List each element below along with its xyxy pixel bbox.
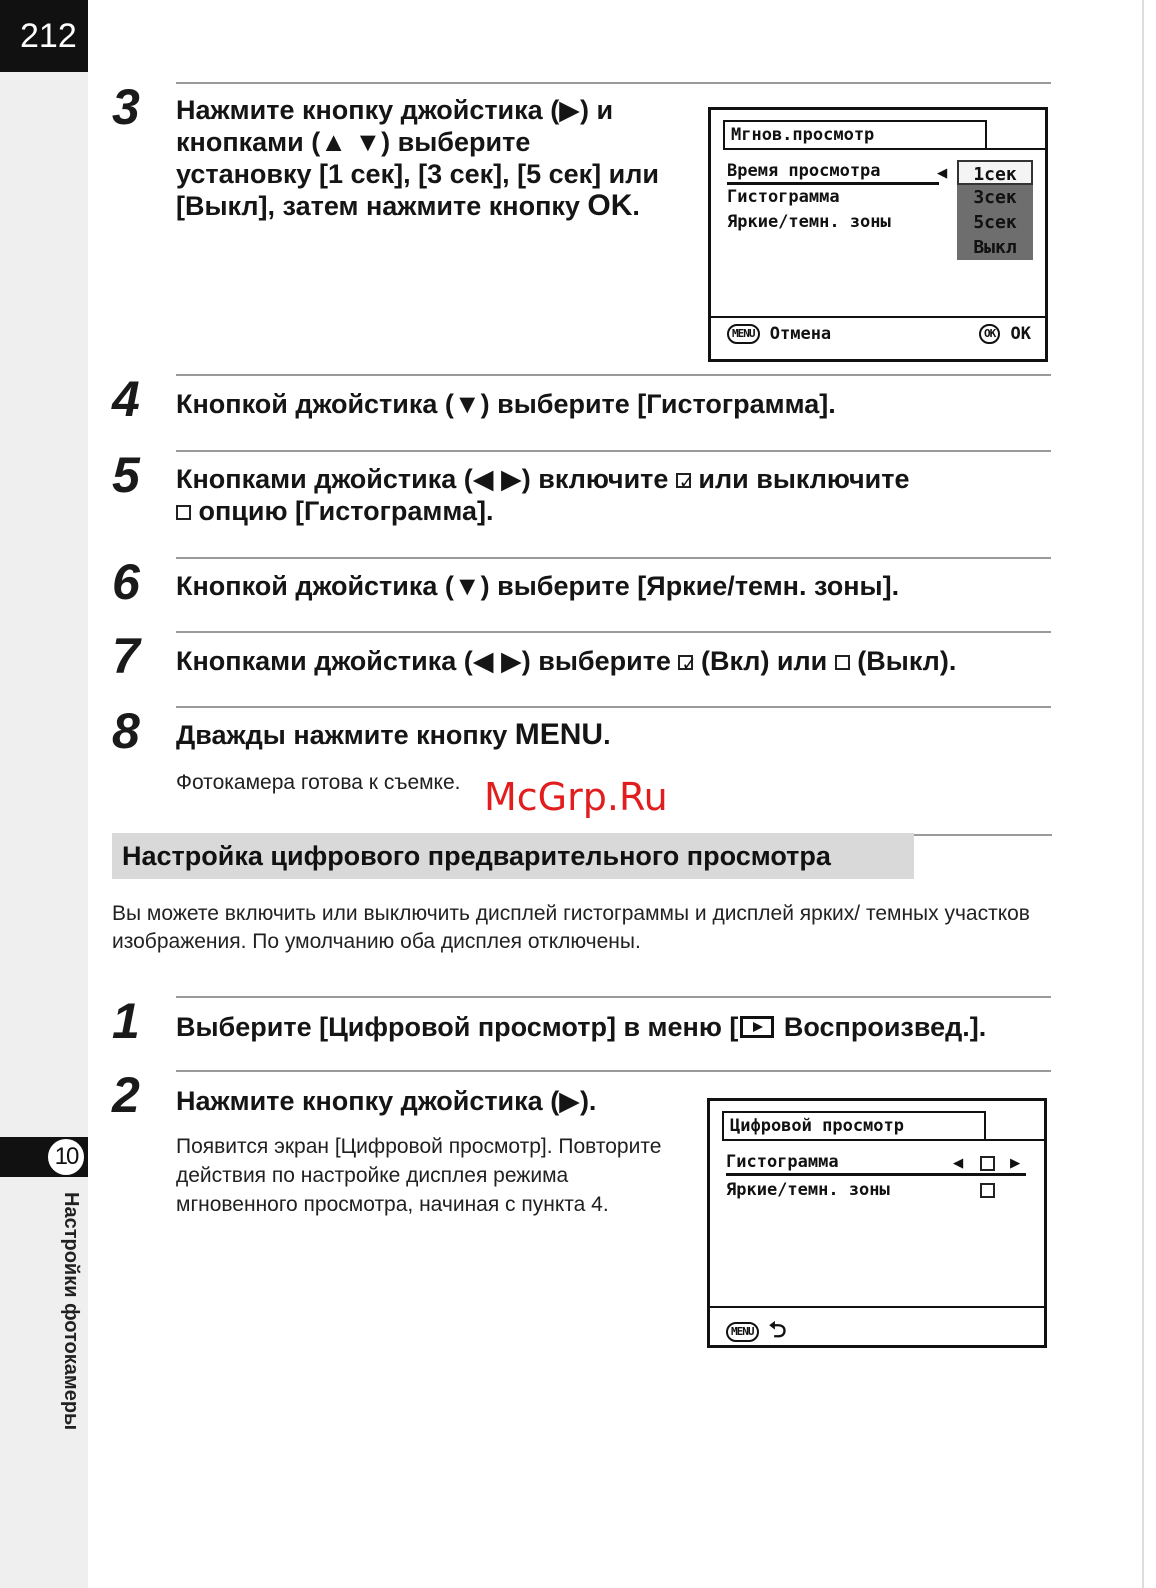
menu-label: MENU <box>514 718 604 751</box>
step-number: 5 <box>112 447 138 503</box>
menu-row-display-time[interactable]: Время просмотра <box>727 160 939 185</box>
option-5sec[interactable]: 5сек <box>973 212 1017 233</box>
page-edge <box>1142 0 1156 1588</box>
screen-tab-line <box>723 148 1045 150</box>
checked-box-icon <box>678 655 693 670</box>
section-title: Настройка цифрового предварительного просмотра <box>122 841 831 871</box>
divider <box>176 706 1051 708</box>
step-6-text: Кнопкой джойстика (▼) выберите [Яркие/темн. зоны]. <box>176 571 900 601</box>
screen-footer-line <box>710 1306 1044 1308</box>
left-arrow-icon: ◀ <box>953 1153 964 1173</box>
step-7-text: Кнопками джойстика (◀ ▶) выберите ✓ (Вкл) или (Выкл). <box>176 645 956 677</box>
right-arrow-icon: ▶ <box>1010 1153 1021 1173</box>
step-2-text: Нажмите кнопку джойстика (▶). <box>176 1086 597 1116</box>
step-number: 7 <box>112 628 138 684</box>
divider <box>176 82 1051 84</box>
step-3-text: Нажмите кнопку джойстика (▶) и кнопками (▲ ▼) выберите установку [1 сек], [3 сек], [5 сек] или [Выкл], затем нажмите кнопку OK. <box>176 95 660 222</box>
ok-button-icon: OK <box>979 324 1000 344</box>
screen-footer-line <box>711 316 1045 318</box>
step-number: 1 <box>112 993 138 1049</box>
ok-label: OK <box>587 189 633 222</box>
divider <box>176 374 1051 376</box>
step-2-subtext: Появится экран [Цифровой просмотр]. Повторите действия по настройке дисплея режима мгновенного просмотра, начиная с пункта 4. <box>176 1135 662 1216</box>
cancel-hint: MENU Отмена <box>727 324 831 344</box>
step-number: 8 <box>112 703 138 759</box>
step-number: 4 <box>112 371 138 427</box>
step-number: 6 <box>112 554 138 610</box>
step-number: 2 <box>112 1067 138 1123</box>
divider <box>904 834 1052 836</box>
chapter-number: 10 <box>46 1137 86 1177</box>
option-1sec[interactable]: 1сек <box>957 160 1033 185</box>
step-8-subtext: Фотокамера готова к съемке. <box>176 771 461 794</box>
left-arrow-icon: ◀ <box>937 163 948 183</box>
options-dropdown[interactable] <box>957 160 1033 260</box>
chapter-title: Настройки фотокамеры <box>60 1192 82 1431</box>
step-8-text: Дважды нажмите кнопку MENU. <box>176 718 611 751</box>
divider <box>176 450 1051 452</box>
option-3sec[interactable]: 3сек <box>973 187 1017 208</box>
divider <box>176 557 1051 559</box>
menu-button-icon: MENU <box>726 1322 759 1342</box>
checked-box-icon <box>676 473 691 488</box>
watermark: McGrp.Ru <box>484 775 668 819</box>
step-4-text: Кнопкой джойстика (▼) выберите [Гистограмма]. <box>176 389 836 419</box>
screen-tab-title: Цифровой просмотр <box>722 1111 986 1139</box>
camera-screen-digital-preview <box>707 1098 1047 1348</box>
step-number: 3 <box>112 79 138 135</box>
step-1-text: Выберите [Цифровой просмотр] в меню [ Воспроизвед.]. <box>176 1012 987 1042</box>
menu-row-histogram[interactable]: Гистограмма <box>726 1151 1026 1176</box>
divider <box>176 1070 1051 1072</box>
screen-tab-line <box>722 1139 1044 1141</box>
menu-button-icon: MENU <box>727 324 760 344</box>
back-hint <box>726 1313 786 1351</box>
screen-tab-title: Мгнов.просмотр <box>723 120 987 148</box>
playback-icon <box>740 1016 774 1038</box>
bright-dark-checkbox[interactable] <box>980 1183 995 1198</box>
divider <box>176 631 1051 633</box>
camera-screen-instant-review <box>708 107 1048 362</box>
divider <box>176 996 1051 998</box>
empty-box-icon <box>176 505 191 520</box>
menu-row-bright-dark-areas[interactable]: Яркие/темн. зоны <box>726 1180 890 1200</box>
menu-row-histogram[interactable]: Гистограмма <box>727 187 840 207</box>
step-5-text: Кнопками джойстика (◀ ▶) включите ✓ или выключите опцию [Гистограмма]. <box>176 463 1036 527</box>
histogram-checkbox[interactable] <box>980 1156 995 1171</box>
ok-hint: OK OK <box>979 324 1031 344</box>
option-off[interactable]: Выкл <box>973 237 1017 258</box>
page-number: 212 <box>0 0 88 72</box>
menu-row-bright-dark-areas[interactable]: Яркие/темн. зоны <box>727 212 891 232</box>
back-arrow-icon: ⮌ <box>768 1318 787 1343</box>
empty-box-icon <box>835 655 850 670</box>
section-intro: Вы можете включить или выключить дисплей гистограммы и дисплей ярких/ темных участков изображения. По умолчанию оба дисплея отключены. <box>112 902 1030 953</box>
